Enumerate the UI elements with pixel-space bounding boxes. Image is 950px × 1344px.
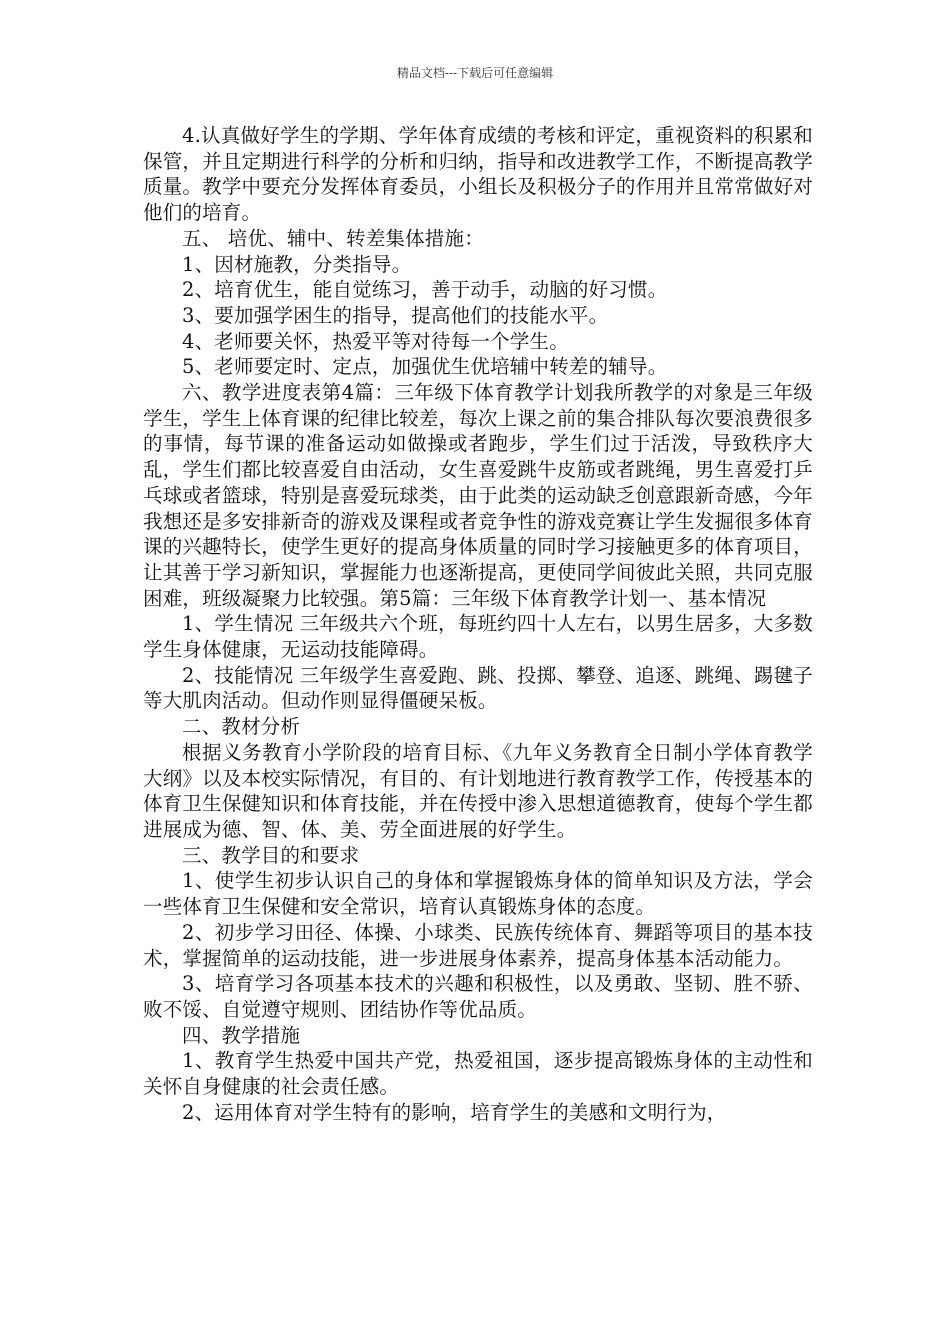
paragraph: 1、学生情况 三年级共六个班，每班约四十人左右，以男生居多，大多数学生身体健康，无运动技能障碍。 bbox=[143, 612, 813, 662]
section-heading: 三、教学目的和要求 bbox=[182, 843, 360, 867]
document-body bbox=[143, 123, 813, 1125]
paragraph: 3、培育学习各项基本技术的兴趣和积极性，以及勇敢、坚韧、胜不骄、败不馁、自觉遵守规则、团结协作等优品质。 bbox=[143, 972, 813, 1021]
section-heading: 四、教学措施 bbox=[182, 1023, 301, 1047]
page-header: 精品文档---下载后可任意编辑 bbox=[396, 66, 554, 80]
paragraph: 2、技能情况 三年级学生喜爱跑、跳、投掷、攀登、追逐、跳绳、踢毽子等大肌肉活动。但动作则显得僵硬呆板。 bbox=[143, 663, 813, 713]
paragraph: 2、初步学习田径、体操、小球类、民族传统体育、舞蹈等项目的基本技术，掌握简单的运动技能，进一步进展身体素养，提高身体基本活动能力。 bbox=[143, 920, 813, 970]
list-item: 1、因材施教，分类指导。 bbox=[182, 252, 412, 276]
list-item: 5、老师要定时、定点，加强优生优培辅中转差的辅导。 bbox=[182, 355, 668, 379]
list-item: 4、老师要关怀，热爱平等对待每一个学生。 bbox=[182, 329, 569, 353]
paragraph: 2、运用体育对学生特有的影响，培育学生的美感和文明行为， bbox=[182, 1100, 727, 1124]
paragraph: 根据义务教育小学阶段的培育目标、《九年义务教育全日制小学体育教学大纲》以及本校实际情况，有目的、有计划地进行教育教学工作，传授基本的体育卫生保健知识和体育技能，并在传授中渗入思想道德教育，使每个学生都进展成为德、智、体、美、劳全面进展的好学生。 bbox=[143, 740, 813, 841]
section-heading: 二、教材分析 bbox=[182, 715, 301, 739]
paragraph: 4.认真做好学生的学期、学年体育成绩的考核和评定，重视资料的积累和保管，并且定期进行科学的分析和归纳，指导和改进教学工作，不断提高教学质量。教学中要充分发挥体育委员，小组长及积极分子的作用并且常常做好对他们的培育。 bbox=[143, 124, 813, 225]
list-item: 3、要加强学困生的指导，提高他们的技能水平。 bbox=[182, 303, 609, 327]
list-item: 2、培育优生，能自觉练习，善于动手，动脑的好习惯。 bbox=[182, 278, 668, 302]
section-heading: 五、 培优、辅中、转差集体措施： bbox=[182, 226, 484, 250]
paragraph: 六、教学进度表第4篇：三年级下体育教学计划我所教学的对象是三年级学生，学生上体育课的纪律比较差，每次上课之前的集合排队每次要浪费很多的事情，每节课的准备运动如做操或者跑步，学生们过于活泼，导致秩序大乱，学生们都比较喜爱自由活动，女生喜爱跳牛皮筋或者跳绳，男生喜爱打乒乓球或者篮球，特别是喜爱玩球类，由于此类的运动缺乏创意跟新奇感，今年我想还是多安排新奇的游戏及课程或者竞争性的游戏竞赛让学生发掘很多体育课的兴趣特长，使学生更好的提高身体质量的同时学习接触更多的体育项目，让其善于学习新知识，掌握能力也逐渐提高，更使同学间彼此关照，共同克服困难，班级凝聚力比较强。第5篇：三年级下体育教学计划一、基本情况 bbox=[143, 381, 813, 610]
paragraph: 1、教育学生热爱中国共产党，热爱祖国，逐步提高锻炼身体的主动性和关怀自身健康的社会责任感。 bbox=[143, 1049, 813, 1099]
paragraph: 1、使学生初步认识自己的身体和掌握锻炼身体的简单知识及方法，学会一些体育卫生保健和安全常识，培育认真锻炼身体的态度。 bbox=[143, 869, 813, 919]
